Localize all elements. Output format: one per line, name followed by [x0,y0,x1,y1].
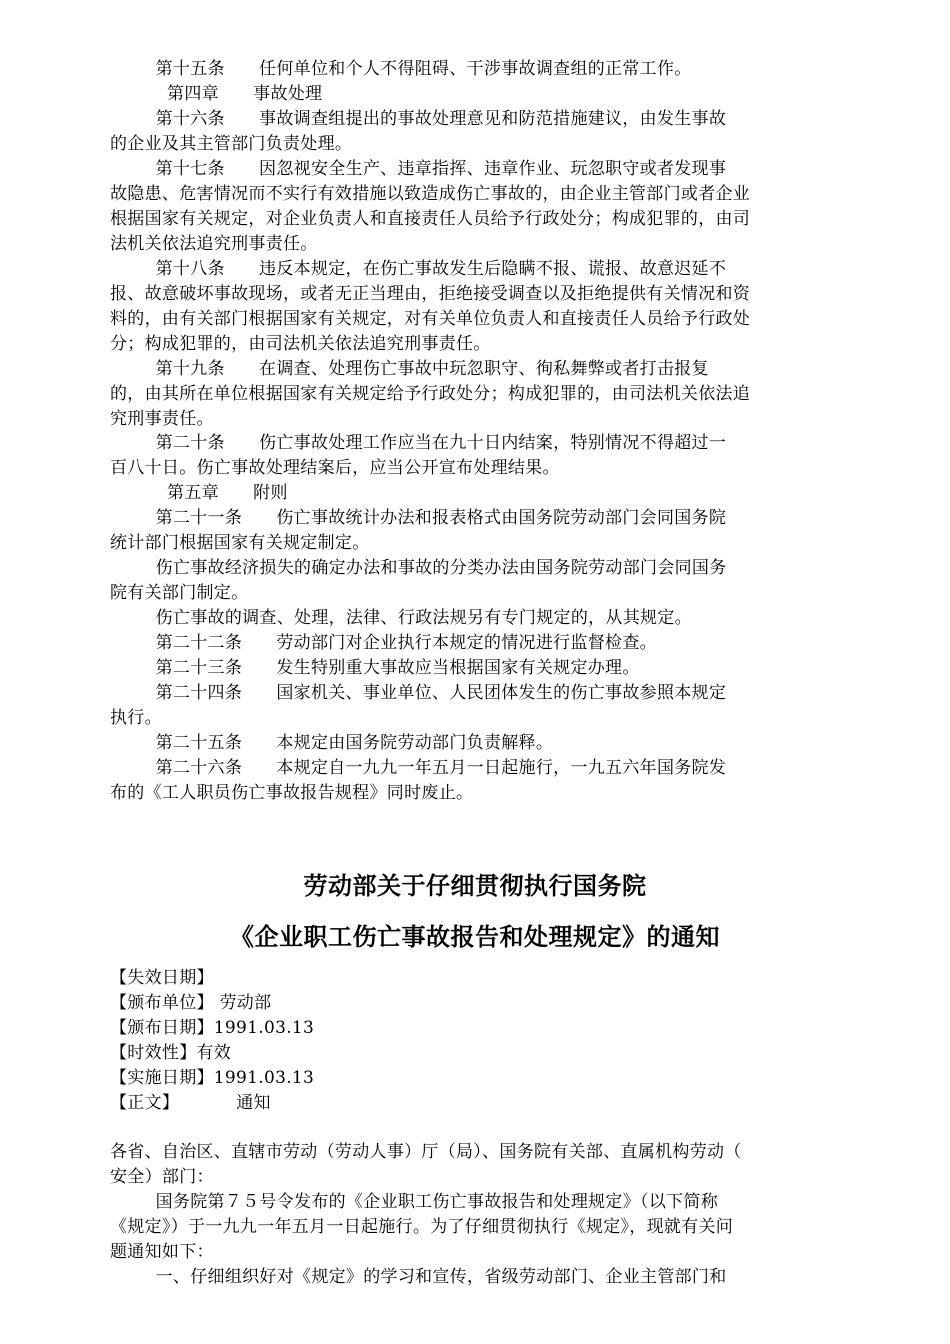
text-line: 究刑事责任。 [110,409,214,429]
text-line: 伤亡事故的调查、处理，法律、行政法规另有专门规定的，从其规定。 [110,608,692,628]
text-line: 第二十六条 本规定自一九九一年五月一日起施行，一九五六年国务院发 [110,758,727,778]
chapter-heading: 第四章 事故处理 [110,84,323,104]
notice-title-line-1: 劳动部关于仔细贯彻执行国务院 [303,872,647,900]
text-line: 第十九条 在调查、处理伤亡事故中玩忽职守、徇私舞弊或者打击报复 [110,359,709,379]
meta-effective-date: 【实施日期】1991.03.13 [110,1068,315,1088]
text-line: 国务院第７５号令发布的《企业职工伤亡事故报告和处理规定》（以下简称 [110,1192,719,1212]
text-line: 报、故意破坏事故现场，或者无正当理由，拒绝接受调查以及拒绝提供有关情况和资 [110,284,751,304]
meta-issue-date: 【颁布日期】1991.03.13 [110,1018,315,1038]
text-line: 一、仔细组织好对《规定》的学习和宣传，省级劳动部门、企业主管部门和 [110,1267,727,1287]
text-line: 的，由其所在单位根据国家有关规定给予行政处分；构成犯罪的，由司法机关依法追 [110,384,751,404]
text-line: 料的，由有关部门根据国家有关规定，对有关单位负责人和直接责任人员给予行政处 [110,309,751,329]
text-line: 各省、自治区、直辖市劳动（劳动人事）厅（局）、国务院有关部、直属机构劳动（ [110,1142,742,1162]
text-line: 第十七条 因忽视安全生产、违章指挥、违章作业、玩忽职守或者发现事 [110,159,727,179]
text-line: 第二十三条 发生特别重大事故应当根据国家有关规定办理。 [110,658,640,678]
text-line: 第十六条 事故调查组提出的事故处理意见和防范措施建议，由发生事故 [110,109,727,129]
meta-body-label: 【正文】 通知 [110,1093,271,1113]
text-line: 百八十日。伤亡事故处理结案后，应当公开宣布处理结果。 [110,458,560,478]
meta-expiry-date: 【失效日期】 [110,968,214,988]
text-line: 分；构成犯罪的，由司法机关依法追究刑事责任。 [110,334,491,354]
text-line: 伤亡事故经济损失的确定办法和事故的分类办法由国务院劳动部门会同国务 [110,558,727,578]
text-line: 第二十条 伤亡事故处理工作应当在九十日内结案，特别情况不得超过一 [110,433,727,453]
text-line: 第十八条 违反本规定，在伤亡事故发生后隐瞒不报、谎报、故意迟延不 [110,259,727,279]
text-line: 第二十二条 劳动部门对企业执行本规定的情况进行监督检查。 [110,633,657,653]
text-line: 《规定》）于一九九一年五月一日起施行。为了仔细贯彻执行《规定》，现就有关问 [110,1217,734,1237]
text-line: 法机关依法追究刑事责任。 [110,234,318,254]
text-line: 第二十一条 伤亡事故统计办法和报表格式由国务院劳动部门会同国务院 [110,508,727,528]
text-line: 的企业及其主管部门负责处理。 [110,134,353,154]
text-line: 第二十四条 国家机关、事业单位、人民团体发生的伤亡事故参照本规定 [110,683,727,703]
text-line: 安全）部门： [110,1167,214,1187]
text-line: 布的《工人职员伤亡事故报告规程》同时废止。 [110,783,474,803]
chapter-heading: 第五章 附则 [110,483,288,503]
text-line: 根据国家有关规定，对企业负责人和直接责任人员给予行政处分；构成犯罪的，由司 [110,209,751,229]
meta-validity: 【时效性】有效 [110,1043,232,1063]
text-line: 院有关部门制定。 [110,583,249,603]
text-line: 第二十五条 本规定由国务院劳动部门负责解释。 [110,733,554,753]
text-line: 第十五条 任何单位和个人不得阻碍、干涉事故调查组的正常工作。 [110,59,692,79]
text-line: 统计部门根据国家有关规定制定。 [110,533,370,553]
meta-issuer: 【颁布单位】 劳动部 [110,993,272,1013]
text-line: 题通知如下： [110,1242,214,1262]
text-line: 执行。 [110,708,162,728]
notice-title-line-2: 《企业职工伤亡事故报告和处理规定》的通知 [230,923,720,951]
text-line: 故隐患、危害情况而不实行有效措施以致造成伤亡事故的，由企业主管部门或者企业 [110,184,751,204]
